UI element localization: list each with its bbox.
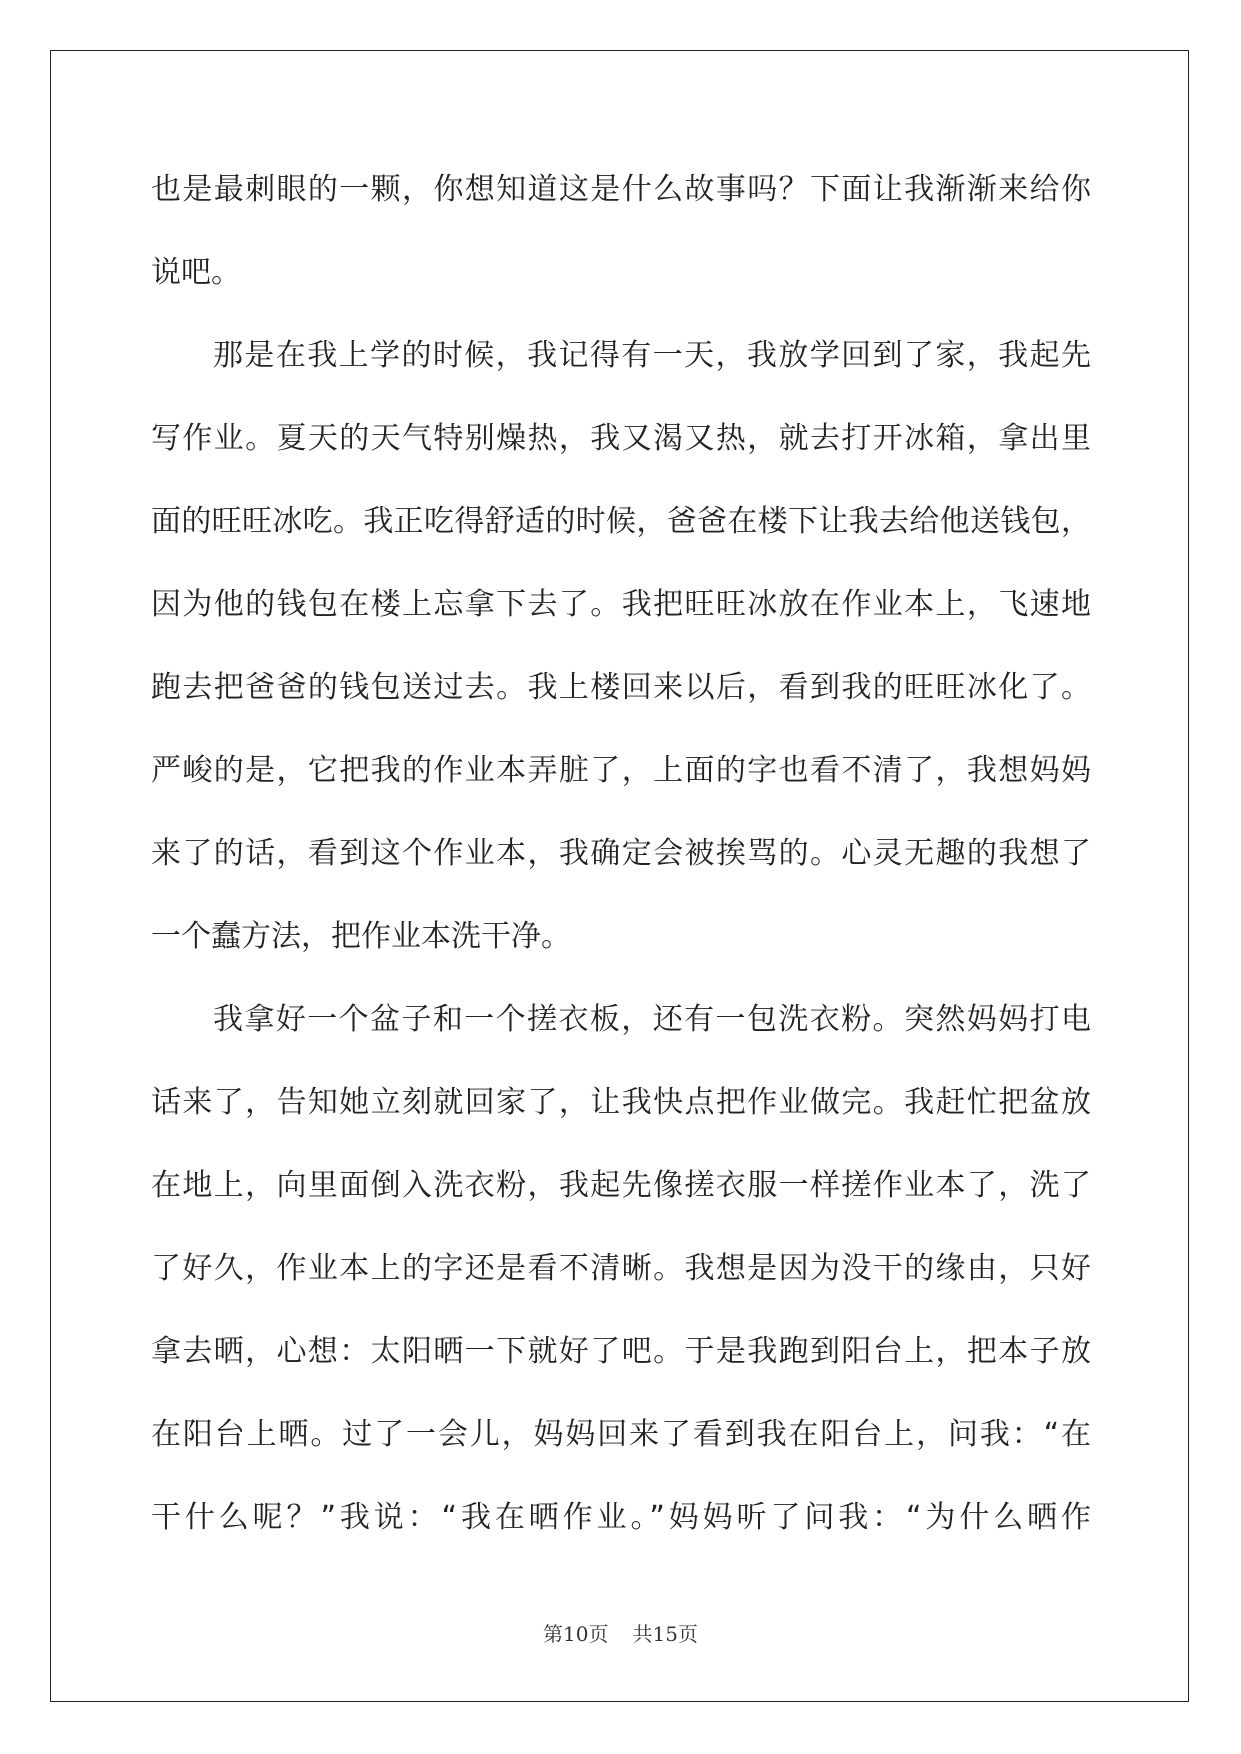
text-line: 在阳台上晒。过了一会儿，妈妈回来了看到我在阳台上，问我：“在 bbox=[151, 1417, 1091, 1452]
text-line: 严峻的是，它把我的作业本弄脏了，上面的字也看不清了，我想妈妈 bbox=[151, 753, 1091, 788]
text-line: 跑去把爸爸的钱包送过去。我上楼回来以后，看到我的旺旺冰化了。 bbox=[151, 670, 1091, 705]
text-line: 我拿好一个盆子和一个搓衣板，还有一包洗衣粉。突然妈妈打电 bbox=[213, 1002, 1091, 1037]
text-line: 在地上，向里面倒入洗衣粉，我起先像搓衣服一样搓作业本了，洗了 bbox=[151, 1168, 1091, 1203]
text-line: 写作业。夏天的天气特别燥热，我又渴又热，就去打开冰箱，拿出里 bbox=[151, 421, 1091, 456]
text-line: 一个蠢方法，把作业本洗干净。 bbox=[151, 919, 571, 954]
page-footer bbox=[0, 1618, 1241, 1647]
text-line: 面的旺旺冰吃。我正吃得舒适的时候，爸爸在楼下让我去给他送钱包， bbox=[151, 504, 1091, 539]
text-line: 了好久，作业本上的字还是看不清晰。我想是因为没干的缘由，只好 bbox=[151, 1251, 1091, 1286]
page-total: 共15页 bbox=[632, 1622, 698, 1646]
text-line: 拿去晒，心想：太阳晒一下就好了吧。于是我跑到阳台上，把本子放 bbox=[151, 1334, 1091, 1369]
text-line: 来了的话，看到这个作业本，我确定会被挨骂的。心灵无趣的我想了 bbox=[151, 836, 1091, 871]
document-body bbox=[151, 160, 1091, 1571]
text-line: 也是最刺眼的一颗，你想知道这是什么故事吗？下面让我渐渐来给你 bbox=[151, 172, 1091, 207]
text-line: 干什么呢？”我说：“我在晒作业。”妈妈听了问我：“为什么晒作 bbox=[151, 1500, 1091, 1535]
text-line: 说吧。 bbox=[151, 255, 241, 290]
page-number: 第10页 bbox=[543, 1622, 609, 1646]
text-line: 因为他的钱包在楼上忘拿下去了。我把旺旺冰放在作业本上，飞速地 bbox=[151, 587, 1091, 622]
text-line: 那是在我上学的时候，我记得有一天，我放学回到了家，我起先 bbox=[213, 338, 1091, 373]
text-line: 话来了，告知她立刻就回家了，让我快点把作业做完。我赶忙把盆放 bbox=[151, 1085, 1091, 1120]
